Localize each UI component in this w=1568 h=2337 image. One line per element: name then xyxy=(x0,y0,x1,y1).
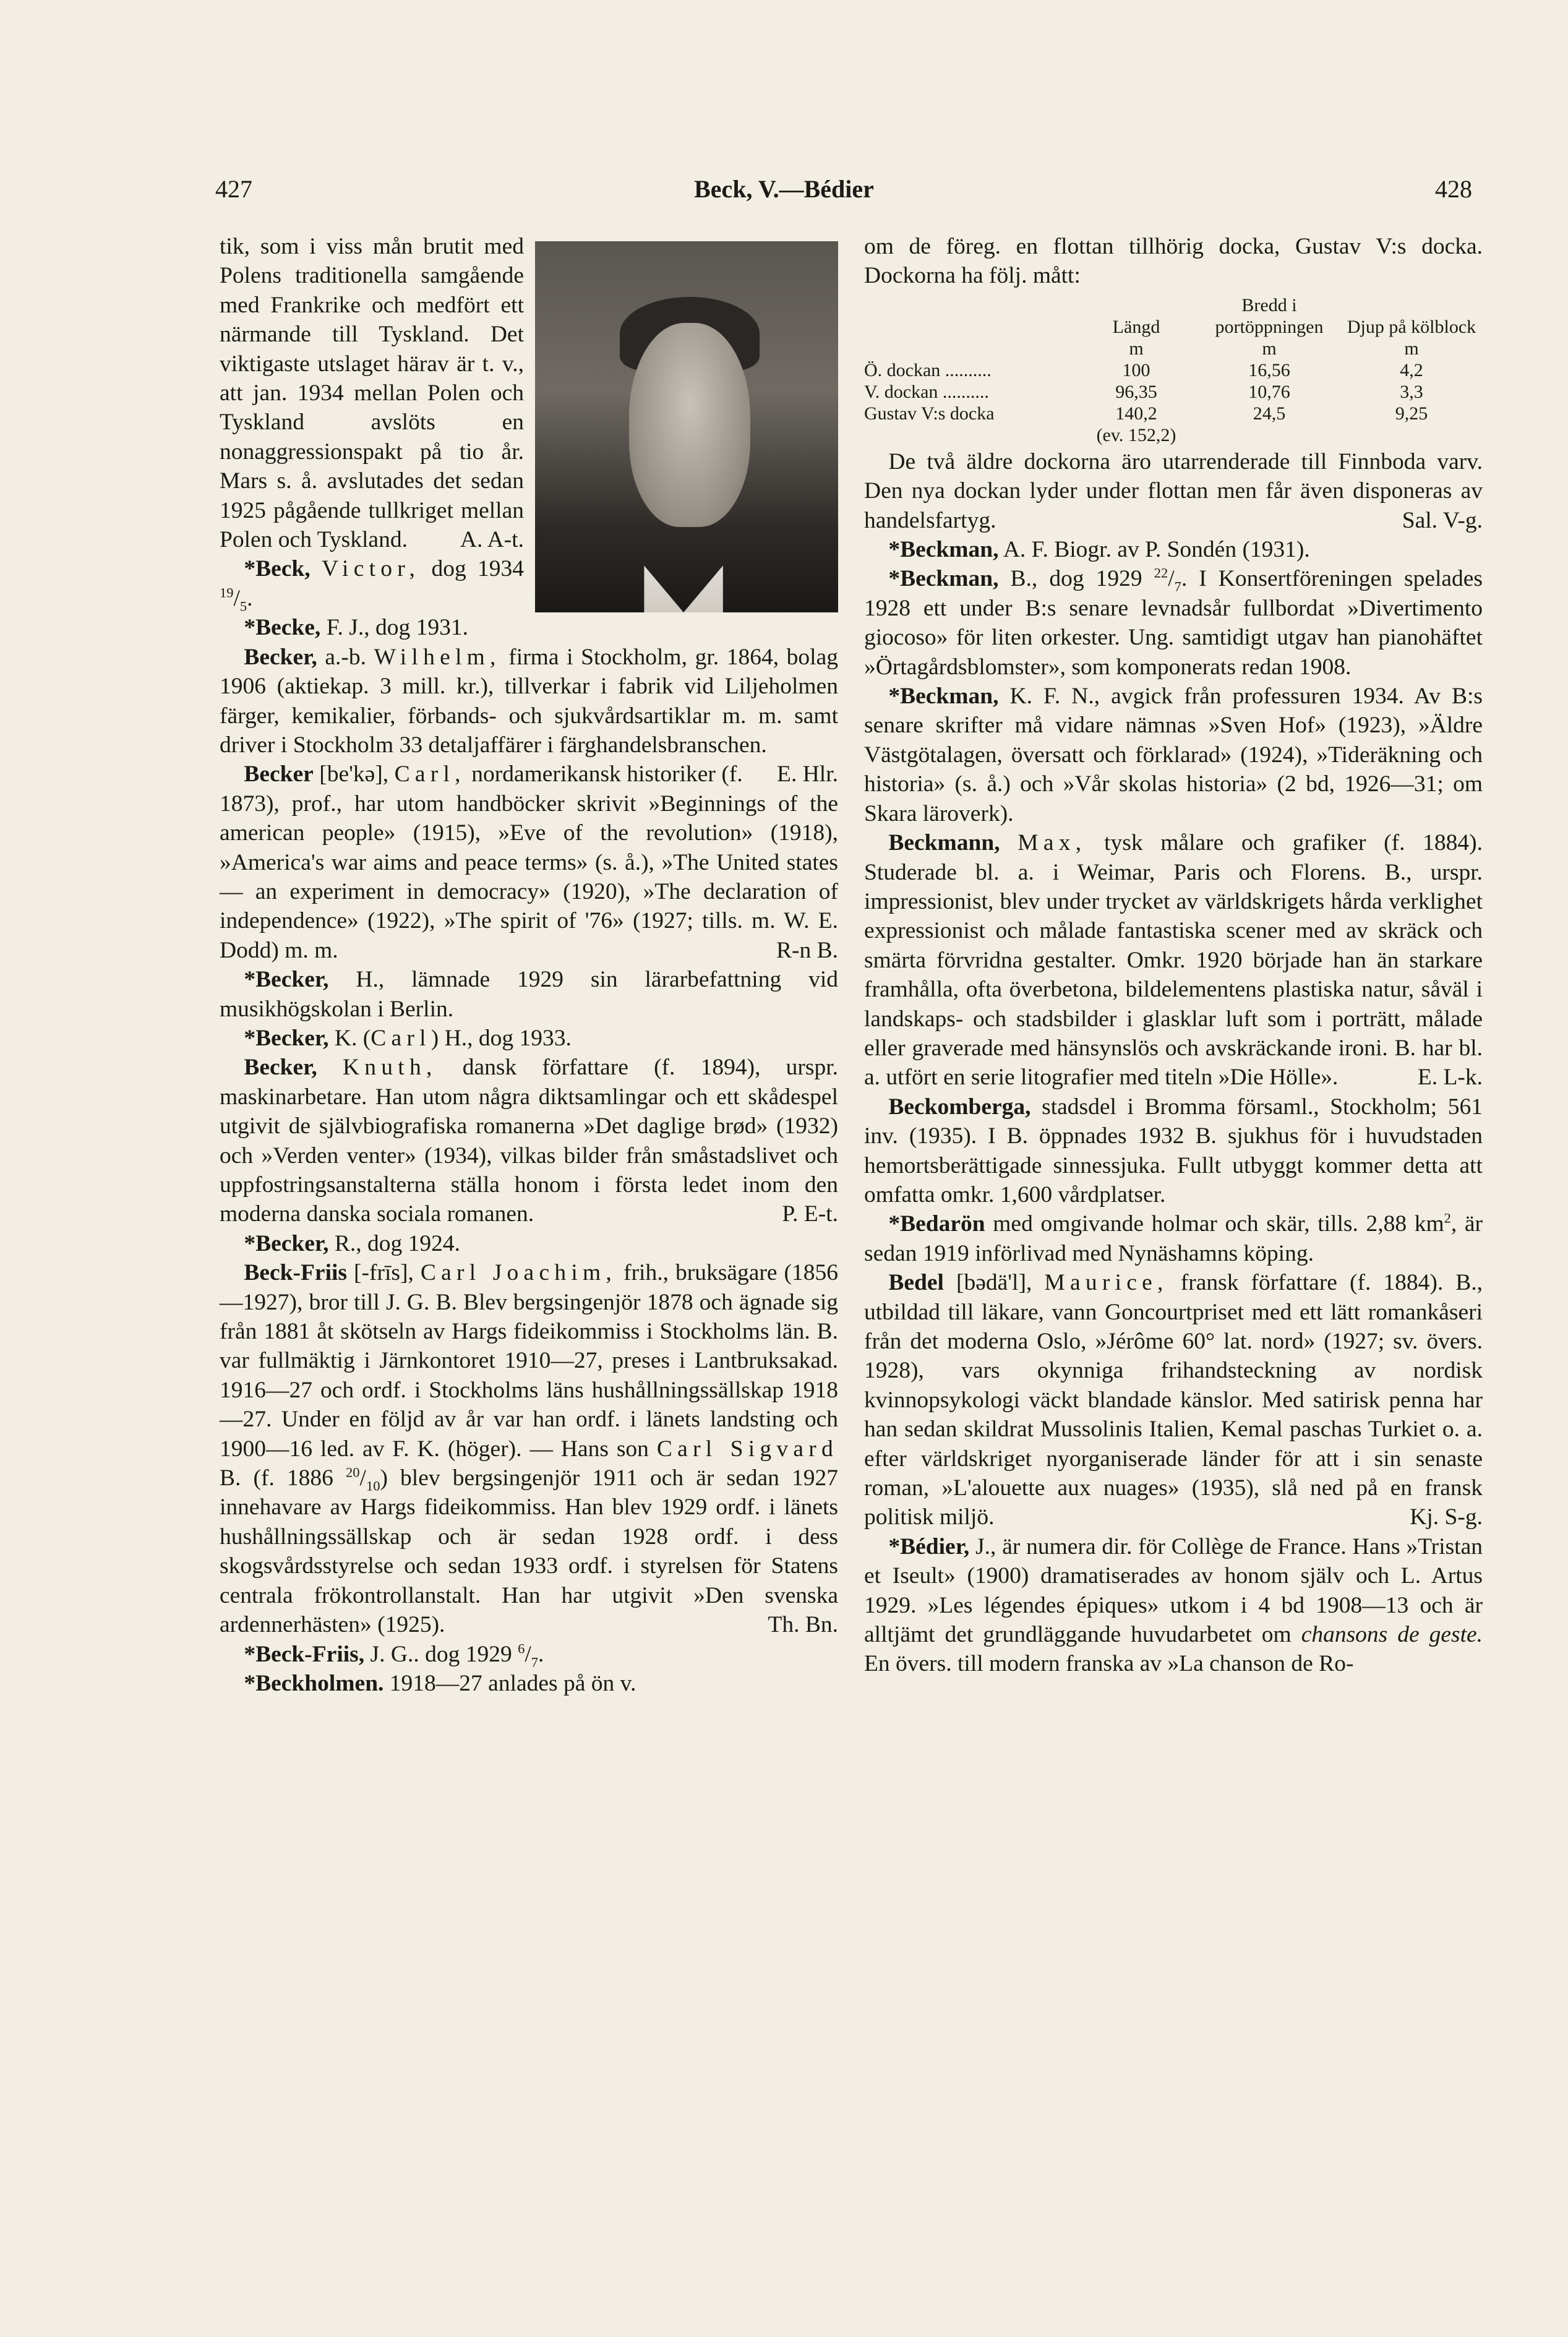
entry-text: ) blev bergsingenjör 1911 och är sedan 1927 innehavare av Hargs fideikommiss. Han blev 1929 ordf. i länets hushållningssällskap och är sedan 1928 ordf. i dess skogsvårdsstyrelse och sedan 1933 ordf. i styrelsen för Statens centrala frökontrollanstalt. Han har utgivit »Den svenska ardennerhästen» (1925). xyxy=(220,1465,838,1638)
table-cell: 96,35 xyxy=(1115,381,1157,402)
headword: *Beckholmen. xyxy=(244,1670,384,1696)
headword: *Beckman, xyxy=(888,684,999,710)
signature: E. Hlr. xyxy=(777,761,838,787)
given-name: Carl xyxy=(371,1025,431,1051)
table-header-row xyxy=(864,294,1483,338)
entry-bedel-maurice xyxy=(864,1268,1483,1532)
date-sub: 10 xyxy=(366,1478,380,1494)
table-note-row xyxy=(864,424,1483,446)
table-unit-cell: m xyxy=(1262,338,1277,359)
table-unit-cell: m xyxy=(1404,338,1419,359)
entry-text: 1918—27 anlades på ön v. xyxy=(389,1670,636,1696)
table-cell: V. dockan .......... xyxy=(864,381,989,402)
given-name: Wilhelm, xyxy=(374,644,501,670)
entry-dockorna xyxy=(864,447,1483,535)
entry-beck-friis-carl: Beck-Friis [-frīs], Carl Joachim, frih., bruksägare (1856—1927), bror till J. G. B. Blev bergsingenjör 1878 och ägnade sig från 1881 åt skötseln av Hargs fideikommiss i Stockholms län. B. var fullmäktig i Järnkontoret 1910—27, preses i Lantbruksakad. 1916—27 och ordf. i Stockholms läns hushållningssällskap 1918—27. Under en följd av år var han ordf. i länets landsting och 1900—16 led. av F. K. (höger). — Hans son Carl Sigvard B. (f. 1886 $^{20}/_{10}$) blev bergsingenjör 1911 och är sedan 1927 innehavare av Hargs fideikommiss. Han blev 1929 ordf. i länets hushållningssällskap och är sedan 1928 ordf. i dess skogsvårdsstyrelse och sedan 1933 ordf. i styrelsen för Statens centrala frökontrollanstalt. Han har utgivit »Den svenska ardennerhästen» (1925). Th. Bn. xyxy=(220,1258,838,1639)
table-header-cell xyxy=(864,294,1074,338)
date-sub: 5 xyxy=(239,598,247,614)
table-cell: 9,25 xyxy=(1395,403,1428,424)
given-name: Carl Sigvard xyxy=(656,1436,838,1462)
headword: *Becker, xyxy=(244,967,329,993)
entry-bedier xyxy=(864,1532,1483,1679)
date-sub: 7 xyxy=(531,1654,538,1670)
entry-text: nordamerikansk historiker (f. 1873), prof., har utom handböcker skrivit »Beginnings of the american people» (1915), »Eve of the revolution» (1918), »America's war aims and peace terms» (s. å.), »The United states — an experiment in democracy» (1920), »The declaration of independence» (1922), »The spirit of '76» (1927; tills. m. W. E. Dodd) m. m. xyxy=(220,761,838,963)
headword: *Becke, xyxy=(244,615,321,641)
portrait-photo xyxy=(535,241,838,612)
headword: Becker, xyxy=(244,644,317,670)
headword: *Bedarön xyxy=(888,1211,985,1237)
entry-text: J., är numera dir. för Collège de France. Hans »Tristan et Iseult» (1900) dramatiserades av honom själv och L. Artus 1929. »Les légendes épiques» utkom i 4 bd 1908—13 och är alltjämt det grundläggande huvudarbetet om xyxy=(864,1533,1483,1648)
pronunciation: [bədä'l], xyxy=(956,1270,1032,1296)
entry-beck-friis-j: *Beck-Friis, J. G.. dog 1929 $^6/_7$. xyxy=(244,1640,544,1670)
entry-text: om de föreg. en flottan tillhörig docka, Gustav V:s docka. Dockorna ha följ. mått: xyxy=(864,234,1483,289)
headword: *Beck-Friis, xyxy=(244,1641,365,1667)
headword: *Becker, xyxy=(244,1025,329,1051)
given-name: Maurice, xyxy=(1044,1270,1168,1296)
signature: P. E-t. xyxy=(782,1201,838,1227)
entry-text: A. F. Biogr. av P. Sondén (1931). xyxy=(1003,537,1310,563)
entry-text: tik, som i viss mån brutit med Polens traditionella samgående med Frankrike och medfört ett närmande till Tyskland. Det viktigaste utslaget härav är t. v., att jan. 1934 mellan Polen och Tyskland avslöts en nonaggressionspakt på tio år. Mars s. å. avslutades det sedan 1925 pågående tullkriget mellan Polen och Tyskland. xyxy=(220,234,524,553)
entry-becke xyxy=(220,613,838,642)
entry-text: H., lämnade 1929 sin lärarbefattning vid musikhögskolan i Berlin. xyxy=(220,967,839,1022)
table-unit-cell: m xyxy=(1129,338,1144,359)
page-number-right: 428 xyxy=(1435,175,1472,203)
entry-text: med omgivande holmar och skär, tills. 2,88 km xyxy=(993,1211,1444,1237)
headword: Becker xyxy=(244,761,314,787)
table-row xyxy=(864,381,1483,403)
given-name: Max, xyxy=(1017,830,1087,856)
dock-dimensions-table xyxy=(864,294,1483,446)
entry-text: En övers. till modern franska av »La chanson de Ro- xyxy=(864,1651,1354,1677)
entry-text: J. G.. dog 1929 xyxy=(370,1641,512,1667)
given-name: Carl, xyxy=(394,761,466,787)
table-cell: Gustav V:s docka xyxy=(864,403,995,424)
entry-text: De två äldre dockorna äro utarrenderade till Finnboda varv. Den nya dockan lyder under flottan men får även disponeras av handelsfartyg. xyxy=(864,448,1483,533)
signature: Sal. V-g. xyxy=(1402,507,1483,533)
headword: *Becker, xyxy=(244,1230,329,1256)
table-unit-cell xyxy=(864,338,1074,359)
table-cell: 4,2 xyxy=(1400,359,1423,380)
entry-text: B., dog 1929 xyxy=(1010,566,1142,592)
portrait-collar xyxy=(644,546,722,612)
headword: Bedel xyxy=(888,1270,944,1296)
table-cell: 140,2 xyxy=(1115,403,1157,424)
entry-text: . I Konsertföreningen spelades 1928 ett under B:s senare levnadsår fullbordat »Divertimento giocoso» för liten orkester. Ung. samtidigt utgav han pianohäftet »Örtagårdsblomster», som komponerats redan 1908. xyxy=(864,566,1483,680)
given-name: Carl Joachim, xyxy=(420,1260,617,1286)
entry-becker-knuth xyxy=(220,1053,838,1229)
portrait-face xyxy=(629,323,750,527)
given-name: Victor, xyxy=(321,556,421,582)
entry-text: dansk författare (f. 1894), urspr. maskinarbetare. Han utom några diktsamlingar och ett skådespel utgivit de självbiografiska romanerna »Det daglige brød» (1932) och »Verden venter» (1934), vilkas bilder från småstadslivet och uppfostringsanstalterna ställa honom i första ledet inom den moderna danska sociala romanen. xyxy=(220,1055,839,1227)
table-header-cell: Djup på kölblock xyxy=(1347,316,1476,337)
entry-becker-h xyxy=(220,965,838,1024)
entry-text: B. (f. 1886 xyxy=(220,1465,333,1491)
pronunciation: [be'kə], xyxy=(319,761,389,787)
headword: Becker, xyxy=(244,1055,317,1081)
entry-beckman-k xyxy=(864,682,1483,828)
headword: Beckmann, xyxy=(888,830,1000,856)
table-cell: 100 xyxy=(1122,359,1150,380)
running-head: Beck, V.—Bédier xyxy=(694,175,874,203)
entry-text: R., dog 1924. xyxy=(334,1230,461,1256)
entry-beck-victor: *Beck, Victor, dog 1934 $^{19}/_5$. xyxy=(220,556,524,614)
signature: A. A-t. xyxy=(460,527,524,553)
signature: Kj. S-g. xyxy=(1410,1504,1483,1530)
headword: *Beck, xyxy=(244,556,311,582)
signature: Th. Bn. xyxy=(768,1612,838,1638)
headword: *Bédier, xyxy=(888,1533,970,1559)
table-cell xyxy=(1198,424,1340,446)
headword: Beck-Friis xyxy=(244,1260,348,1286)
entry-text: K. F. N., avgick från professuren 1934. Av B:s senare skrifter må vidare nämnas »Sven Hof» (1923), »Äldre Västgötalagen, översatt och förklarad» (1924), »Tideräkning och historia» (s. å.) och »Vår skolas historia» (2 bd, 1926—31; om Skara läroverk). xyxy=(864,684,1483,826)
pronunciation: [-frīs], xyxy=(354,1260,414,1286)
date-sub: 7 xyxy=(1174,578,1181,594)
entry-text: , är sedan 1919 införlivad med Nynäshamns köping. xyxy=(864,1211,1483,1266)
column-left xyxy=(220,232,838,1698)
entry-becker-r xyxy=(220,1229,838,1258)
date-sup: 19 xyxy=(220,585,234,601)
entry-text: stadsdel i Bromma församl., Stockholm; 561 inv. (1935). I B. öppnades 1932 B. sjukhus för i huvudstaden hemortsberättigade sinnessjuka. Fullt utbyggt kommer detta att omfatta omkr. 1,600 vårdplatser. xyxy=(864,1094,1483,1207)
entry-abbr: a.-b. xyxy=(325,644,366,670)
entry-bedaron xyxy=(864,1209,1483,1268)
table-row xyxy=(864,359,1483,381)
entry-text: frih., bruksägare (1856—1927), bror till J. G. B. Blev bergsingenjör 1878 och ägnade sig från 1881 åt skötseln av Hargs fideikommiss i Stockholms län. B. var fullmäktig i Järnkontoret 1910—27, preses i Lantbruksakad. 1916—27 och ordf. i Stockholms läns hushållningssällskap 1918—27. Under en följd av år var han ordf. i länets landsting och 1900—16 led. av F. K. (höger). — Hans son xyxy=(220,1260,838,1462)
entry-beckholmen xyxy=(220,1669,838,1698)
table-cell xyxy=(1340,424,1483,446)
date-sup: 6 xyxy=(518,1640,525,1656)
entry-text: dog 1934 xyxy=(431,556,524,582)
italic-phrase: chansons de geste. xyxy=(1301,1622,1483,1648)
headword: *Beckman, xyxy=(888,537,999,563)
entry-becker-k xyxy=(220,1024,838,1053)
entry-text: ) H., dog 1933. xyxy=(431,1025,572,1051)
table-note: (ev. 152,2) xyxy=(1096,424,1176,445)
signature: E. L-k. xyxy=(1417,1065,1483,1091)
table-cell: 10,76 xyxy=(1248,381,1290,402)
entry-text: tysk målare och grafiker (f. 1884). Studerade bl. a. i Weimar, Paris och Florens. B., urspr. impressionist, blev under trycket av världskrigets hårda verklighet expressionist och målade fantastiska scener med av skräck och smärta förvridna gestalter. Omkr. 1920 började han än starkare framhålla, ofta överbetona, bildelementens plastiska natur, såväl i landskaps- och stadsbilder i glasklar luft som i porträtt, målade eller graverade med hänsynslös och avskräckande ironi. B. har bl. a. utfört en serie litografier med titeln »Die Hölle». xyxy=(864,830,1483,1091)
entry-text: F. J., dog 1931. xyxy=(326,615,469,641)
entry-beckomberga xyxy=(864,1092,1483,1210)
entry-text: firma i Stockholm, gr. 1864, bolag 1906 (aktiekap. 3 mill. kr.), tillverkar i fabrik vid Liljeholmen färger, kemikalier, förbands- och sjukvårdsartiklar m. m. samt driver i Stockholm 33 detaljaffärer i färghandelsbranschen. xyxy=(220,644,838,758)
headword: *Beckman, xyxy=(888,566,999,592)
table-cell xyxy=(864,424,1074,446)
entry-beckmann-max xyxy=(864,828,1483,1092)
signature: R-n B. xyxy=(776,937,838,963)
table-row xyxy=(864,403,1483,424)
given-name: Knuth, xyxy=(342,1055,437,1081)
entry-abbr: K. ( xyxy=(334,1025,371,1051)
entry-beckman-a xyxy=(864,535,1483,564)
table-cell: Ö. dockan .......... xyxy=(864,359,992,380)
entry-beckholmen-cont xyxy=(864,232,1483,291)
table-header-cell: Längd xyxy=(1112,316,1160,337)
column-right xyxy=(864,232,1483,1679)
table-header-cell: Bredd i portöppningen xyxy=(1215,294,1324,337)
date-sup: 20 xyxy=(346,1464,360,1480)
table-cell: 3,3 xyxy=(1400,381,1423,402)
entry-beckman-b: *Beckman, B., dog 1929 $^{22}/_7$. I Konsertföreningen spelades 1928 ett under B:s senare levnadsår fullbordat »Divertimento giocoso» för liten orkester. Ung. samtidigt utgav han pianohäftet »Örtagårdsblomster», som komponerats redan 1908. xyxy=(864,565,1483,680)
table-units-row xyxy=(864,338,1483,359)
date-sup: 22 xyxy=(1154,565,1168,581)
table-cell: 16,56 xyxy=(1248,359,1290,380)
entry-text: fransk författare (f. 1884). B., utbildad till läkare, vann Goncourtpriset med ett lätt romankåseri från det moderna Oslo, »Jérôme 60° lat. nord» (1927; sv. övers. 1928), vars okynniga frihandsteckning av nordisk kvinnopsykologi väckt blandade känslor. Med satirisk penna har han sedan skildrat Mussolinis Italien, Kemal paschas Turkiet o. a. efter världskriget nyorganiserade länder för att i sin senaste roman, »L'alouette aux nuages» (1935), slå ned på en fransk politisk miljö. xyxy=(864,1270,1483,1530)
headword: Beckomberga, xyxy=(888,1094,1031,1120)
entry-becker-carl xyxy=(220,760,838,965)
table-cell: 24,5 xyxy=(1253,403,1286,424)
superscript: 2 xyxy=(1444,1210,1451,1226)
page-number-left: 427 xyxy=(215,175,252,203)
